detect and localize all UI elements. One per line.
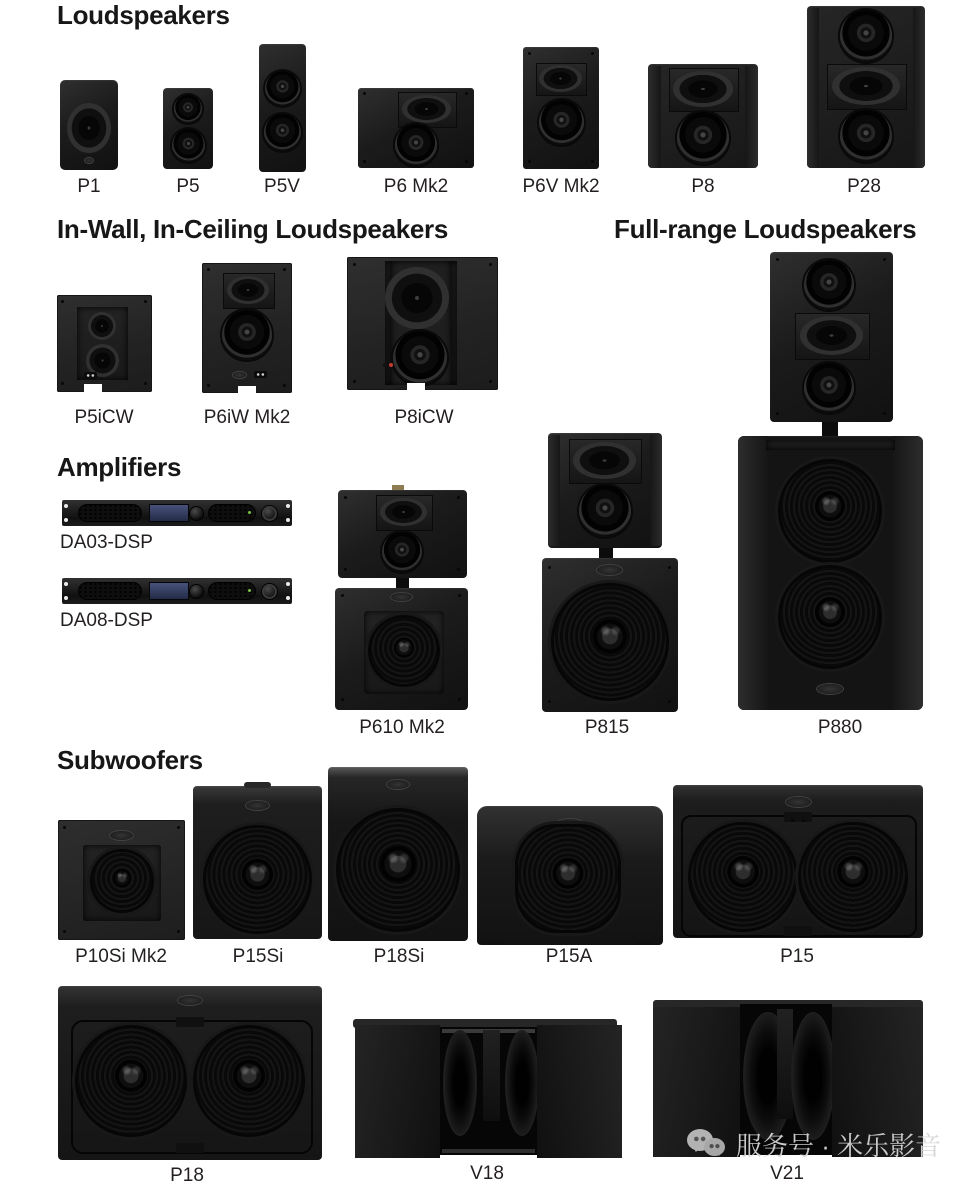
product-label-p6-mk2: P6 Mk2 — [383, 176, 449, 197]
screw-dot — [177, 930, 180, 933]
product-image-p880-bass — [738, 436, 923, 710]
screw-dot — [353, 380, 356, 383]
brand-logo — [817, 684, 843, 694]
screw-dot — [144, 382, 147, 385]
screw-dot — [457, 568, 460, 571]
woofer — [264, 114, 301, 151]
section-title-amplifiers: Amplifiers — [57, 452, 182, 482]
woofer — [393, 331, 447, 385]
baffle-groove — [451, 261, 457, 385]
screw-dot — [207, 268, 210, 271]
screw-dot — [61, 300, 64, 303]
product-image-p815-top — [548, 433, 662, 548]
groove-notch — [784, 926, 812, 936]
mounting-bracket — [599, 548, 613, 558]
rack-screw — [64, 518, 68, 522]
product-label-p5icw: P5iCW — [74, 407, 134, 428]
control-knob — [190, 507, 203, 520]
woofer — [339, 811, 457, 929]
cabinet-wing — [738, 436, 768, 710]
screw-dot — [363, 160, 366, 163]
screw-dot — [465, 160, 468, 163]
woofer — [382, 532, 422, 572]
horn-waveguide — [402, 95, 451, 123]
chat-bubble-small — [704, 1138, 725, 1156]
cabinet-wing — [548, 435, 560, 546]
volume-knob — [262, 506, 277, 521]
display-screen — [150, 583, 188, 599]
rack-screw — [64, 582, 68, 586]
woofer — [67, 103, 111, 153]
product-image-p5v — [259, 44, 306, 172]
screw-dot — [489, 380, 492, 383]
vent-grille — [78, 582, 142, 600]
product-label-p815: P815 — [584, 717, 630, 738]
center-divider — [777, 1009, 793, 1119]
product-image-p15 — [673, 785, 923, 938]
product-image-p8 — [648, 64, 758, 168]
section-title-loudspeakers: Loudspeakers — [57, 0, 230, 30]
brand-logo — [246, 801, 269, 810]
foot — [637, 941, 653, 945]
angled-woofer — [445, 1032, 475, 1134]
brand-logo — [597, 565, 622, 575]
cabinet-wing — [650, 435, 662, 546]
screw-dot — [363, 92, 366, 95]
product-label-p18si: P18Si — [373, 946, 425, 967]
tweeter — [265, 71, 300, 106]
screw-dot — [668, 566, 671, 569]
product-image-p15si — [193, 786, 322, 939]
rack-screw — [286, 504, 290, 508]
product-image-p15a — [477, 806, 663, 945]
screw-dot — [465, 92, 468, 95]
foot — [487, 941, 503, 945]
woofer — [371, 618, 437, 684]
horn-waveguide — [800, 316, 863, 355]
rack-screw — [286, 582, 290, 586]
screw-dot — [548, 566, 551, 569]
product-label-p880: P880 — [817, 717, 863, 738]
woofer — [691, 825, 795, 929]
horn-waveguide — [380, 498, 427, 526]
screw-dot — [63, 930, 66, 933]
product-image-p6iw-mk2 — [202, 263, 292, 393]
product-image-da08-dsp — [62, 578, 292, 604]
tweeter — [174, 95, 202, 123]
woofer — [222, 310, 272, 360]
woofer — [78, 1028, 184, 1134]
horn-waveguide — [385, 267, 449, 329]
product-label-da03-dsp: DA03-DSP — [60, 532, 153, 553]
product-label-p18: P18 — [170, 1165, 204, 1186]
screw-dot — [802, 819, 805, 822]
brand-logo — [110, 831, 133, 840]
status-dot — [383, 363, 387, 367]
woofer — [579, 485, 631, 537]
screw-dot — [883, 258, 886, 261]
screw-dot — [344, 496, 347, 499]
screw-dot — [144, 300, 147, 303]
brand-logo — [387, 780, 409, 789]
screw-dot — [61, 382, 64, 385]
product-label-p5v: P5V — [264, 176, 300, 197]
mounting-bracket — [396, 578, 409, 588]
woofer — [840, 10, 892, 62]
screw-dot — [344, 568, 347, 571]
woofer — [554, 586, 666, 698]
product-image-p10si-mk2 — [58, 820, 185, 940]
product-label-p28: P28 — [847, 176, 881, 197]
woofer — [172, 129, 205, 162]
product-image-v18 — [353, 1013, 623, 1160]
product-image-p5icw — [57, 295, 152, 392]
screw-dot — [353, 263, 356, 266]
horn-waveguide — [539, 65, 582, 92]
side-panel — [355, 1025, 440, 1158]
screw-dot — [63, 826, 66, 829]
horn-waveguide — [573, 442, 636, 479]
brand-logo — [178, 996, 202, 1005]
cabinet-wing — [913, 8, 925, 168]
woofer — [206, 828, 309, 931]
top-handle — [244, 782, 271, 788]
rack-screw — [286, 596, 290, 600]
woofer — [804, 363, 854, 413]
product-image-p18 — [58, 986, 322, 1160]
watermark — [687, 1126, 941, 1163]
product-image-p28 — [807, 6, 925, 168]
product-label-p10si-mk2: P10Si Mk2 — [75, 946, 167, 967]
product-label-p1: P1 — [77, 176, 101, 197]
section-title-in-wall: In-Wall, In-Ceiling Loudspeakers — [57, 214, 449, 244]
wechat-icon — [687, 1129, 727, 1161]
woofer — [93, 852, 151, 910]
screw-dot — [458, 594, 461, 597]
screw-dot — [457, 496, 460, 499]
woofer — [196, 1028, 302, 1134]
cabinet-wing — [807, 8, 819, 168]
screw-dot — [489, 263, 492, 266]
terminal-badge — [254, 371, 267, 378]
cabinet-wing — [745, 66, 758, 168]
section-title-full-range: Full-range Loudspeakers — [614, 214, 917, 244]
mounting-notch — [407, 383, 425, 390]
product-image-p880-top — [770, 252, 893, 422]
product-label-da08-dsp: DA08-DSP — [60, 610, 153, 631]
product-label-p610-mk2: P610 Mk2 — [359, 717, 445, 738]
screw-dot — [341, 594, 344, 597]
brand-logo — [391, 593, 412, 601]
rack-screw — [64, 504, 68, 508]
woofer — [781, 568, 879, 666]
horn-waveguide — [227, 276, 269, 304]
horn-waveguide — [673, 71, 733, 107]
watermark-text: 服务号 · 米乐影音 — [736, 1131, 942, 1161]
product-image-p610-top — [338, 490, 467, 578]
opening-trim — [442, 1149, 535, 1153]
product-label-p15: P15 — [780, 946, 814, 967]
product-label-p8: P8 — [691, 176, 715, 197]
product-image-p6v-mk2 — [523, 47, 599, 169]
terminal-badge — [84, 372, 97, 379]
groove-notch — [176, 1143, 204, 1153]
brand-logo — [233, 372, 246, 378]
screw-dot — [548, 700, 551, 703]
product-label-v21: V21 — [770, 1163, 804, 1184]
vent-grille — [78, 504, 142, 522]
screw-dot — [668, 700, 671, 703]
screw-dot — [776, 258, 779, 261]
control-knob — [190, 585, 203, 598]
horn-waveguide — [832, 67, 900, 105]
product-image-p610-bass — [335, 588, 468, 710]
screw-dot — [776, 412, 779, 415]
product-label-p15a: P15A — [545, 946, 593, 967]
section-title-subwoofers: Subwoofers — [57, 745, 203, 775]
woofer — [801, 825, 905, 929]
angled-woofer — [793, 1014, 833, 1138]
red-led — [389, 363, 393, 367]
rack-screw — [286, 518, 290, 522]
product-image-p18si — [328, 767, 468, 941]
rack-screw — [64, 596, 68, 600]
brand-logo — [85, 158, 93, 163]
product-image-da03-dsp — [62, 500, 292, 526]
side-panel — [537, 1025, 622, 1158]
woofer — [840, 110, 892, 162]
screw-dot — [591, 160, 594, 163]
woofer — [518, 827, 618, 930]
product-label-p15si: P15Si — [232, 946, 284, 967]
groove-notch — [176, 1017, 204, 1027]
screw-dot — [283, 268, 286, 271]
groove-notch — [784, 812, 812, 822]
screw-dot — [791, 819, 794, 822]
display-screen — [150, 505, 188, 521]
screw-dot — [528, 160, 531, 163]
volume-knob — [262, 584, 277, 599]
screw-dot — [341, 698, 344, 701]
product-label-p6v-mk2: P6V Mk2 — [522, 176, 600, 197]
power-led — [248, 589, 251, 592]
screw-dot — [177, 826, 180, 829]
product-label-v18: V18 — [470, 1163, 504, 1184]
cabinet-wing — [893, 436, 923, 710]
screw-dot — [207, 384, 210, 387]
product-image-p8icw — [347, 257, 498, 390]
screw-dot — [458, 698, 461, 701]
top-trim — [766, 440, 895, 450]
screw-dot — [528, 52, 531, 55]
mounting-bracket — [822, 422, 838, 436]
woofer — [781, 462, 879, 560]
screw-dot — [283, 384, 286, 387]
brand-logo — [786, 797, 811, 807]
product-label-p5: P5 — [176, 176, 200, 197]
tweeter — [88, 312, 116, 340]
product-image-p6-mk2 — [358, 88, 474, 168]
woofer — [804, 260, 854, 310]
woofer — [677, 112, 729, 164]
product-label-p8icw: P8iCW — [394, 407, 454, 428]
angled-woofer — [507, 1032, 537, 1134]
mounting-notch — [84, 384, 102, 392]
mounting-notch — [238, 386, 256, 393]
product-image-p5 — [163, 88, 213, 169]
cabinet-wing — [648, 66, 661, 168]
product-image-p815-bass — [542, 558, 678, 712]
screw-dot — [591, 52, 594, 55]
woofer — [539, 100, 584, 145]
screw-dot — [883, 412, 886, 415]
center-divider — [483, 1030, 500, 1121]
woofer — [395, 124, 437, 166]
product-image-p1 — [60, 80, 118, 170]
product-label-p6iw-mk2: P6iW Mk2 — [203, 407, 291, 428]
power-led — [248, 511, 251, 514]
